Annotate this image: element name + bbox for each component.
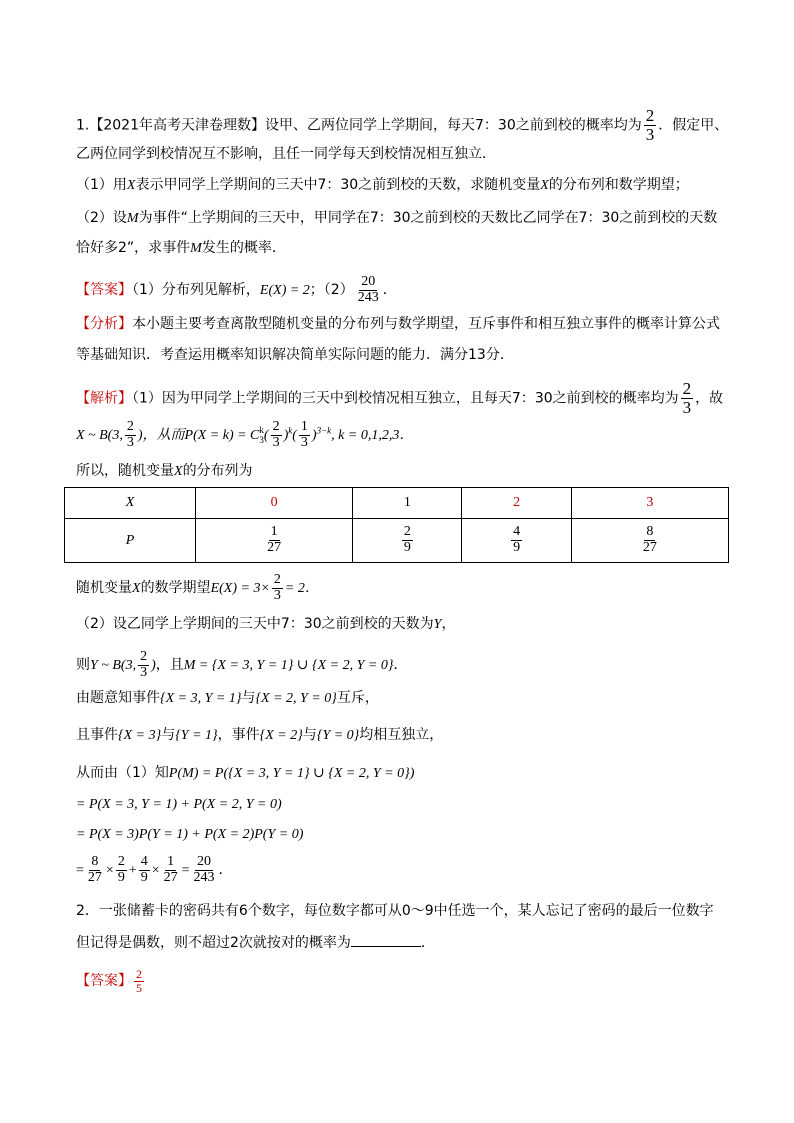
q1-answer: 【答案】（1）分布列见解析，E(X) = 2；（2） $\frac{20}{243}$ ．	[76, 274, 397, 305]
answer-fraction: $\frac{20}{243}$	[357, 274, 379, 305]
solution-line-6: 则Y ~ B(3, $\frac{2}{3}$ )，且M = {X = 3, Y = 1} ∪ {X = 2, Y = 0}．	[76, 649, 408, 680]
solution-line-7: 由题意知事件{X = 3, Y = 1}与{X = 2, Y = 0}互斥，	[76, 690, 379, 706]
q1-part-1: （1）用X表示甲同学上学期间的三天中7：30之前到校的天数，求随机变量X的分布列和数学期望；	[76, 177, 689, 193]
solution-line-9: 从而由（1）知P(M) = P({X = 3, Y = 1} ∪ {X = 2, Y = 0})	[76, 765, 415, 781]
solution-label: 【解析】	[76, 390, 132, 407]
analysis-line-1: 【分析】本小题主要考查离散型随机变量的分布列与数学期望，互斥事件和相互独立事件的概率计算公式	[76, 316, 720, 332]
solution-line-8: 且事件{X = 3}与{Y = 1}，事件{X = 2}与{Y = 0}均相互独立，	[76, 727, 444, 743]
table-cell-x0: 0	[196, 488, 353, 519]
solution-line-5: （2）设乙同学上学期间的三天中7：30之前到校的天数为Y，	[76, 616, 456, 632]
table-cell-x1: 1	[353, 488, 462, 519]
q2-answer-label: 【答案】	[76, 973, 132, 990]
solution-line-10: = P(X = 3, Y = 1) + P(X = 2, Y = 0)	[76, 797, 282, 812]
table-cell-p1: $\frac{2}{9}$	[353, 519, 462, 563]
table-header-x: X	[65, 488, 196, 519]
table-cell-p2: $\frac{4}{9}$	[462, 519, 571, 563]
solution-line-1: 【解析】（1）因为甲同学上学期间的三天中到校情况相互独立，且每天7：30之前到校的概率均为 $\frac{2}{3}$ ，故	[76, 379, 724, 417]
q2-answer-fraction: $\frac{2}{5}$	[136, 967, 142, 995]
solution-line-3: 所以，随机变量X的分布列为	[76, 463, 253, 479]
solution-line-4: 随机变量X的数学期望E(X) = 3× $\frac{2}{3}$ = 2．	[76, 572, 319, 603]
table-cell-x3: 3	[571, 488, 728, 519]
q1-line-1: 1.【2021年高考天津卷理数】设甲、乙两位同学上学期间，每天7：30之前到校的概率均为 $\frac{2}{3}$ ．假定甲、	[76, 106, 729, 144]
answer-blank	[351, 932, 421, 947]
solution-line-2: X ~ B(3, $\frac{2}{3}$ )，从而P(X = k) = C k 3 ( $\frac{2}{3}$ )$^k$( $\frac{1}{3}$ )$^{3-k}$, k = 0,1,2,3．	[76, 419, 414, 450]
table-row-x	[65, 488, 729, 519]
table-header-p: P	[65, 519, 196, 563]
q1-source: 【2021年高考天津卷理数】	[89, 117, 265, 134]
q1-probability-fraction: $\frac{2}{3}$	[645, 106, 655, 144]
q2-line-2: 但记得是偶数，则不超过2次就按对的概率为 ．	[76, 932, 435, 953]
analysis-label: 【分析】	[76, 316, 132, 332]
q1-part-2-line-1: （2）设M为事件“上学期间的三天中，甲同学在7：30之前到校的天数比乙同学在7：30之前到校的天数	[76, 210, 718, 226]
solution-line-12: = $\frac{8}{27}$ × $\frac{2}{9}$ + $\frac{4}{9}$ × $\frac{1}{27}$ = $\frac{20}{243}$ ．	[76, 854, 233, 885]
distribution-table	[64, 487, 729, 563]
q1-line-2: 乙两位同学到校情况互不影响，且任一同学每天到校情况相互独立．	[76, 146, 496, 162]
q2-line-1: 2．一张储蓄卡的密码共有6个数字，每位数字都可从0～9中任选一个，某人忘记了密码的最后一位数字	[76, 903, 714, 919]
solution-line-11: = P(X = 3)P(Y = 1) + P(X = 2)P(Y = 0)	[76, 827, 304, 842]
q1-number: 1.	[76, 117, 90, 134]
answer-label: 【答案】	[76, 282, 132, 299]
table-cell-p0: $\frac{1}{27}$	[196, 519, 353, 563]
table-cell-p3: $\frac{8}{27}$	[571, 519, 728, 563]
analysis-line-2: 等基础知识．考查运用概率知识解决简单实际问题的能力．满分13分．	[76, 347, 514, 363]
table-cell-x2: 2	[462, 488, 571, 519]
q1-part-2-line-2: 恰好多2”，求事件M发生的概率．	[76, 240, 286, 256]
q2-answer	[76, 968, 146, 994]
table-row-p	[65, 519, 729, 563]
